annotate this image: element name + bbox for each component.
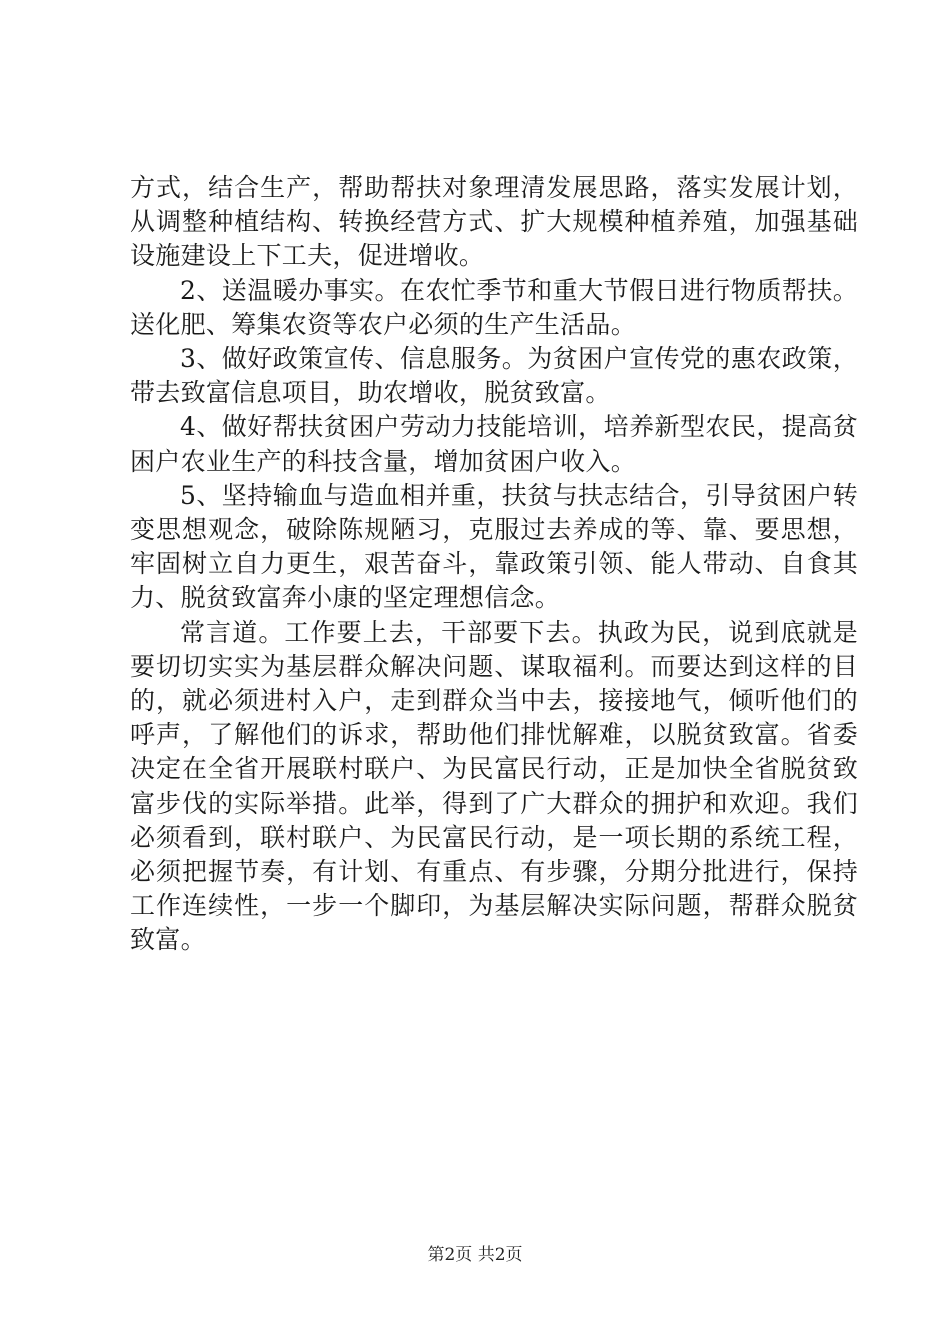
paragraph-conclusion: 常言道。工作要上去，干部要下去。执政为民，说到底就是要切切实实为基层群众解决问题、谋取福利。而要达到这样的目的，就必须进村入户，走到群众当中去，接接地气，倾听他们的呼声，了解他们的诉求，帮助他们排忧解难，以脱贫致富。省委决定在全省开展联村联户、为民富民行动，正是加快全省脱贫致富步伐的实际举措。此举，得到了广大群众的拥护和欢迎。我们必须看到，联村联户、为民富民行动，是一项长期的系统工程，必须把握节奏，有计划、有重点、有步骤，分期分批进行，保持工作连续性，一步一个脚印，为基层解决实际问题，帮群众脱贫致富。 [130,617,858,955]
paragraph-item-3: 3、做好政策宣传、信息服务。为贫困户宣传党的惠农政策，带去致富信息项目，助农增收，脱贫致富。 [130,344,858,408]
paragraph-continuation: 方式，结合生产，帮助帮扶对象理清发展思路，落实发展计划，从调整种植结构、转换经营方式、扩大规模种植养殖，加强基础设施建设上下工夫，促进增收。 [130,173,858,271]
page-footer [0,1244,950,1266]
paragraph-item-4: 4、做好帮扶贫困户劳动力技能培训，培养新型农民，提高贫困户农业生产的科技含量，增加贫困户收入。 [130,412,858,476]
page-number-label: 第2页 共2页 [427,1245,523,1265]
paragraph-item-2: 2、送温暖办事实。在农忙季节和重大节假日进行物质帮扶。送化肥、筹集农资等农户必须的生产生活品。 [130,275,858,339]
paragraph-item-5: 5、坚持输血与造血相并重，扶贫与扶志结合，引导贫困户转变思想观念，破除陈规陋习，克服过去养成的等、靠、要思想，牢固树立自力更生，艰苦奋斗，靠政策引领、能人带动、自食其力、脱贫致富奔小康的坚定理想信念。 [130,480,858,613]
document-body [130,171,858,958]
